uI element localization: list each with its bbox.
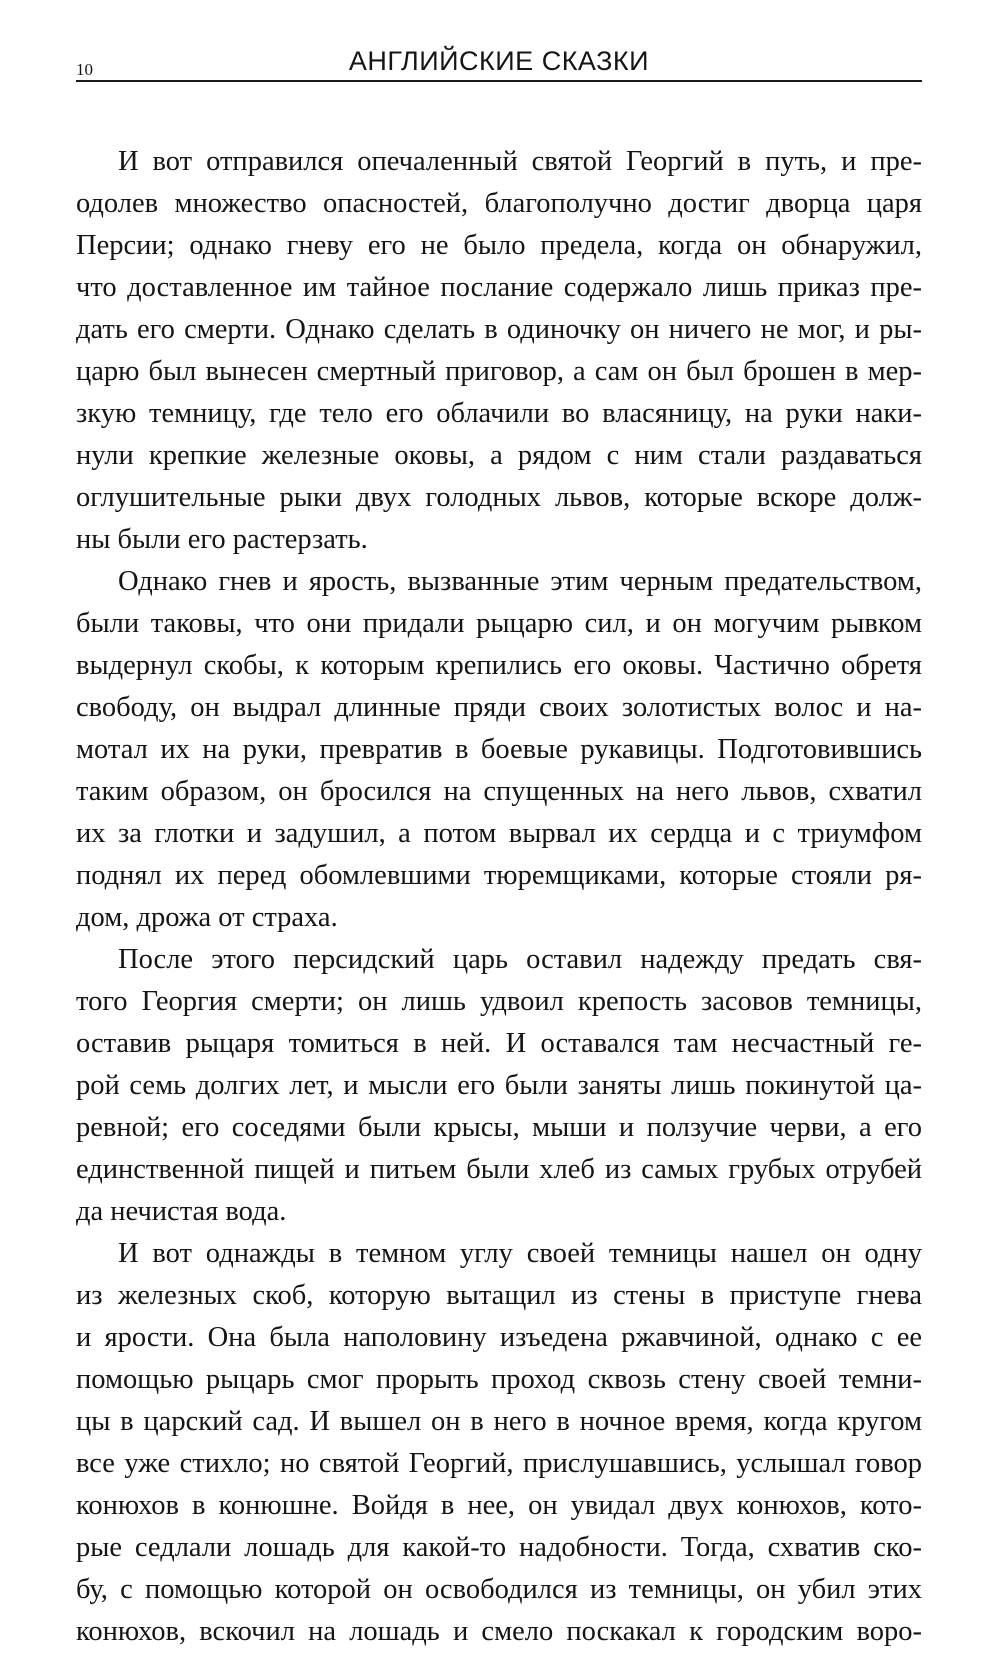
running-title: АНГЛИЙСКИЕ СКАЗКИ: [348, 46, 650, 76]
text-line: бу, с помощью которой он освободился из темницы, он убил этих: [76, 1574, 922, 1605]
text-line: что доставленное им тайное послание содержало лишь приказ пре-: [76, 272, 922, 303]
text-line: свободу, он выдрал длинные пряди своих золотистых волос и на-: [76, 692, 922, 723]
body-text: [76, 141, 922, 1653]
text-line: конюхов в конюшне. Войдя в нее, он увидал двух конюхов, кото-: [76, 1490, 922, 1521]
text-line: того Георгия смерти; он лишь удвоил крепость засовов темницы,: [76, 986, 922, 1017]
text-line: оглушительные рыки двух голодных львов, которые вскоре долж-: [76, 482, 922, 513]
text-line: и ярости. Она была наполовину изъедена ржавчиной, однако с ее: [76, 1322, 922, 1353]
text-line: дать его смерти. Однако сделать в одиночку он ничего не мог, и ры-: [76, 314, 922, 345]
text-line: таким образом, он бросился на спущенных на него львов, схватил: [76, 776, 922, 807]
text-line: рые седлали лошадь для какой-то надобности. Тогда, схватив ско-: [76, 1532, 922, 1563]
text-line: ревной; его соседями были крысы, мыши и ползучие черви, а его: [76, 1112, 922, 1143]
text-line: зкую темницу, где тело его облачили во власяницу, на руки наки-: [76, 398, 922, 429]
text-line: были таковы, что они придали рыцарю сил, и он могучим рывком: [76, 608, 922, 639]
text-line: выдернул скобы, к которым крепились его оковы. Частично обретя: [76, 650, 922, 681]
text-line: оставив рыцаря томиться в ней. И оставался там несчастный ге-: [76, 1028, 922, 1059]
text-line: После этого персидский царь оставил надежду предать свя-: [118, 944, 922, 975]
text-line: цы в царский сад. И вышел он в него в ночное время, когда кругом: [76, 1406, 922, 1437]
text-line: ны были его растерзать.: [76, 524, 368, 555]
text-line: все уже стихло; но святой Георгий, прислушавшись, услышал говор: [76, 1448, 922, 1479]
text-line: одолев множество опасностей, благополучно достиг дворца царя: [76, 188, 922, 219]
text-line: Персии; однако гневу его не было предела, когда он обнаружил,: [76, 230, 922, 261]
text-line: И вот отправился опечаленный святой Георгий в путь, и пре-: [118, 146, 922, 177]
page-number: 10: [76, 60, 93, 79]
text-line: нули крепкие железные оковы, а рядом с ним стали раздаваться: [76, 440, 922, 471]
text-line: Однако гнев и ярость, вызванные этим черным предательством,: [118, 566, 922, 597]
text-line: конюхов, вскочил на лошадь и смело поскакал к городским воро-: [76, 1616, 922, 1647]
text-line: И вот однажды в темном углу своей темницы нашел он одну: [118, 1238, 922, 1269]
running-header: [76, 46, 922, 82]
text-line: помощью рыцарь смог прорыть проход сквозь стену своей темни-: [76, 1364, 922, 1395]
text-line: дом, дрожа от страха.: [76, 902, 338, 933]
text-line: царю был вынесен смертный приговор, а сам он был брошен в мер-: [76, 356, 922, 387]
text-line: да нечистая вода.: [76, 1196, 287, 1227]
text-line: поднял их перед обомлевшими тюремщиками, которые стояли ря-: [76, 860, 922, 891]
text-line: единственной пищей и питьем были хлеб из самых грубых отрубей: [76, 1154, 922, 1185]
text-line: мотал их на руки, превратив в боевые рукавицы. Подготовившись: [76, 734, 922, 765]
text-line: из железных скоб, которую вытащил из стены в приступе гнева: [76, 1280, 922, 1311]
text-line: их за глотки и задушил, а потом вырвал их сердца и с триумфом: [76, 818, 922, 849]
text-line: рой семь долгих лет, и мысли его были заняты лишь покинутой ца-: [76, 1070, 922, 1101]
